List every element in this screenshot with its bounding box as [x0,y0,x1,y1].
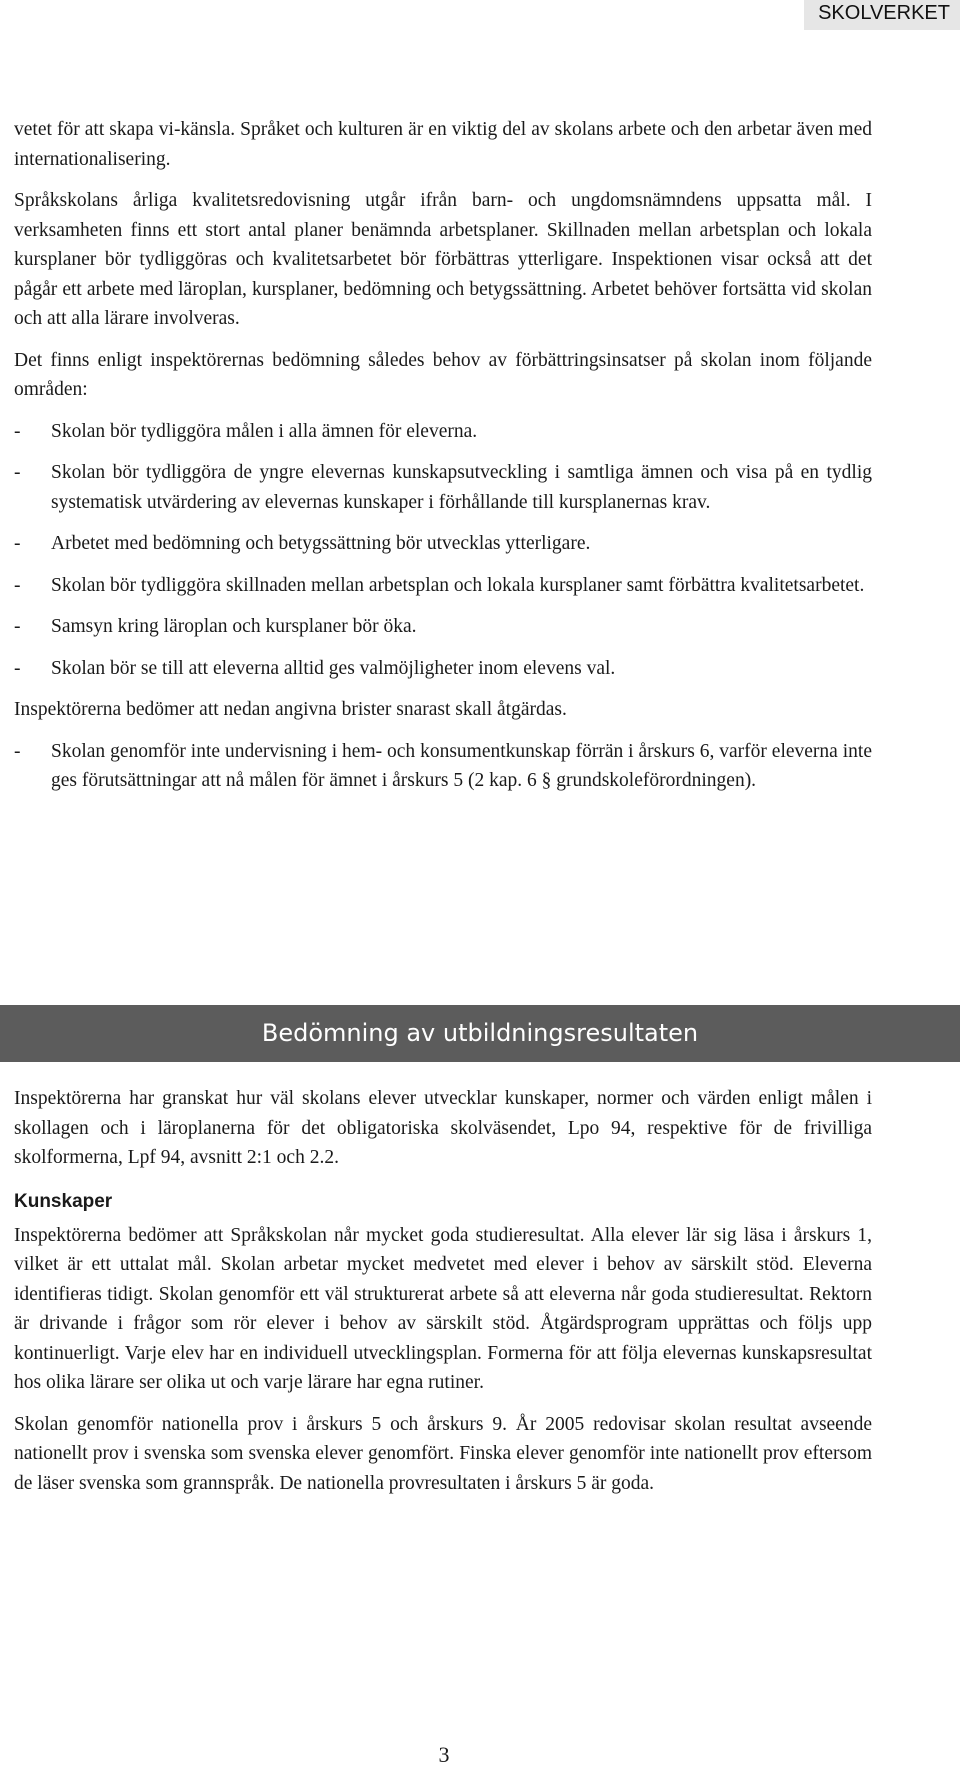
list-dash: - [14,462,21,483]
section-body [14,1084,872,1510]
list-item [14,737,872,796]
list-item-text: Skolan bör tydliggöra målen i alla ämnen för eleverna. [51,420,478,442]
list-dash: - [14,740,21,762]
list-item [14,458,872,517]
list-dash: - [14,574,21,596]
list-item [14,529,872,559]
list-item-text: Skolan bör tydliggöra skillnaden mellan arbetsplan och lokala kursplaner samt förbättra kvalitetsarbetet. [51,574,865,596]
list-item-text: Arbetet med bedömning och betygssättning bör utvecklas ytterligare. [51,533,591,554]
paragraph: Skolan genomför nationella prov i årskurs 5 och årskurs 9. År 2005 redovisar skolan resultat avseende nationellt prov i svenska som svenska elever genomfört. Finska elever genomför inte nationellt prov eftersom de läser svenska som grannspråk. De nationella provresultaten i årskurs 5 är goda. [14,1413,872,1494]
list-item [14,571,872,601]
section-body [14,115,872,808]
section-banner: Bedömning av utbildningsresultaten [0,1005,960,1062]
list-item [14,612,872,642]
improvement-list [14,417,872,684]
list-item-text: Skolan bör tydliggöra de yngre elevernas kunskapsutveckling i samtliga ämnen och visa på en tydlig systematisk utvärdering av elevernas kunskaper i förhållande till kursplanernas krav. [51,462,872,513]
paragraph: Det finns enligt inspektörernas bedömning således behov av förbättringsinsatser på skolan inom följande områden: [14,349,872,400]
list-dash: - [14,657,21,679]
list-dash: - [14,616,21,637]
deficits-intro: Inspektörerna bedömer att nedan angivna brister snarast skall åtgärdas. [14,699,567,720]
list-item [14,654,872,684]
header-brand: SKOLVERKET [804,0,960,30]
paragraph: Inspektörerna bedömer att Språkskolan når mycket goda studieresultat. Alla elever lär sig läsa i årskurs 1, vilket är ett uttalat mål. Skolan arbetar mycket medvetet med elever i behov av särskilt stöd. Eleverna identifieras tidigt. Skolan genomför ett väl strukturerat arbete så att eleverna når goda studieresultat. Rektorn är drivande i frågor som rör elever i behov av särskilt stöd. Åtgärdsprogram upprättas och följs upp kontinuerligt. Varje elev har en individuell utvecklingsplan. Formerna för att följa elevernas kunskapsresultat hos olika lärare ser olika ut och varje lärare har egna rutiner. [14,1224,872,1393]
list-dash: - [14,420,21,442]
list-dash: - [14,533,21,554]
list-item [14,417,872,447]
paragraph: Språkskolans årliga kvalitetsredovisning utgår ifrån barn- och ungdomsnämndens uppsatta mål. I verksamheten finns ett stort antal planer benämnda arbetsplaner. Skillnaden mellan arbetsplan och lokala kursplaner bör tydliggöras och kvalitetsarbetet bör förbättras ytterligare. Inspektionen visar också att det pågår ett arbete med läroplan, kursplaner, bedömning och betygssättning. Arbetet behöver fortsätta vid skolan och att alla lärare involveras. [14,190,872,329]
list-item-text: Samsyn kring läroplan och kursplaner bör öka. [51,616,417,637]
list-item-text: Skolan bör se till att eleverna alltid ges valmöjligheter inom elevens val. [51,657,616,679]
paragraph: Inspektörerna har granskat hur väl skolans elever utvecklar kunskaper, normer och värden enligt målen i skollagen och i läroplanerna för det obligatoriska skolväsendet, Lpo 94, respektive för de frivilliga skolformerna, Lpf 94, avsnitt 2:1 och 2.2. [14,1088,872,1168]
page-number: 3 [438,1742,450,1767]
paragraph: vetet för att skapa vi-känsla. Språket och kulturen är en viktig del av skolans arbete och den arbetar även med internationalisering. [14,119,872,170]
subheading: Kunskaper [14,1190,113,1212]
deficit-list [14,737,872,796]
list-item-text: Skolan genomför inte undervisning i hem- och konsumentkunskap förrän i årskurs 6, varför eleverna inte ges förutsättningar att nå målen för ämnet i årskurs 5 (2 kap. 6 § grundskoleförordningen). [51,740,872,791]
